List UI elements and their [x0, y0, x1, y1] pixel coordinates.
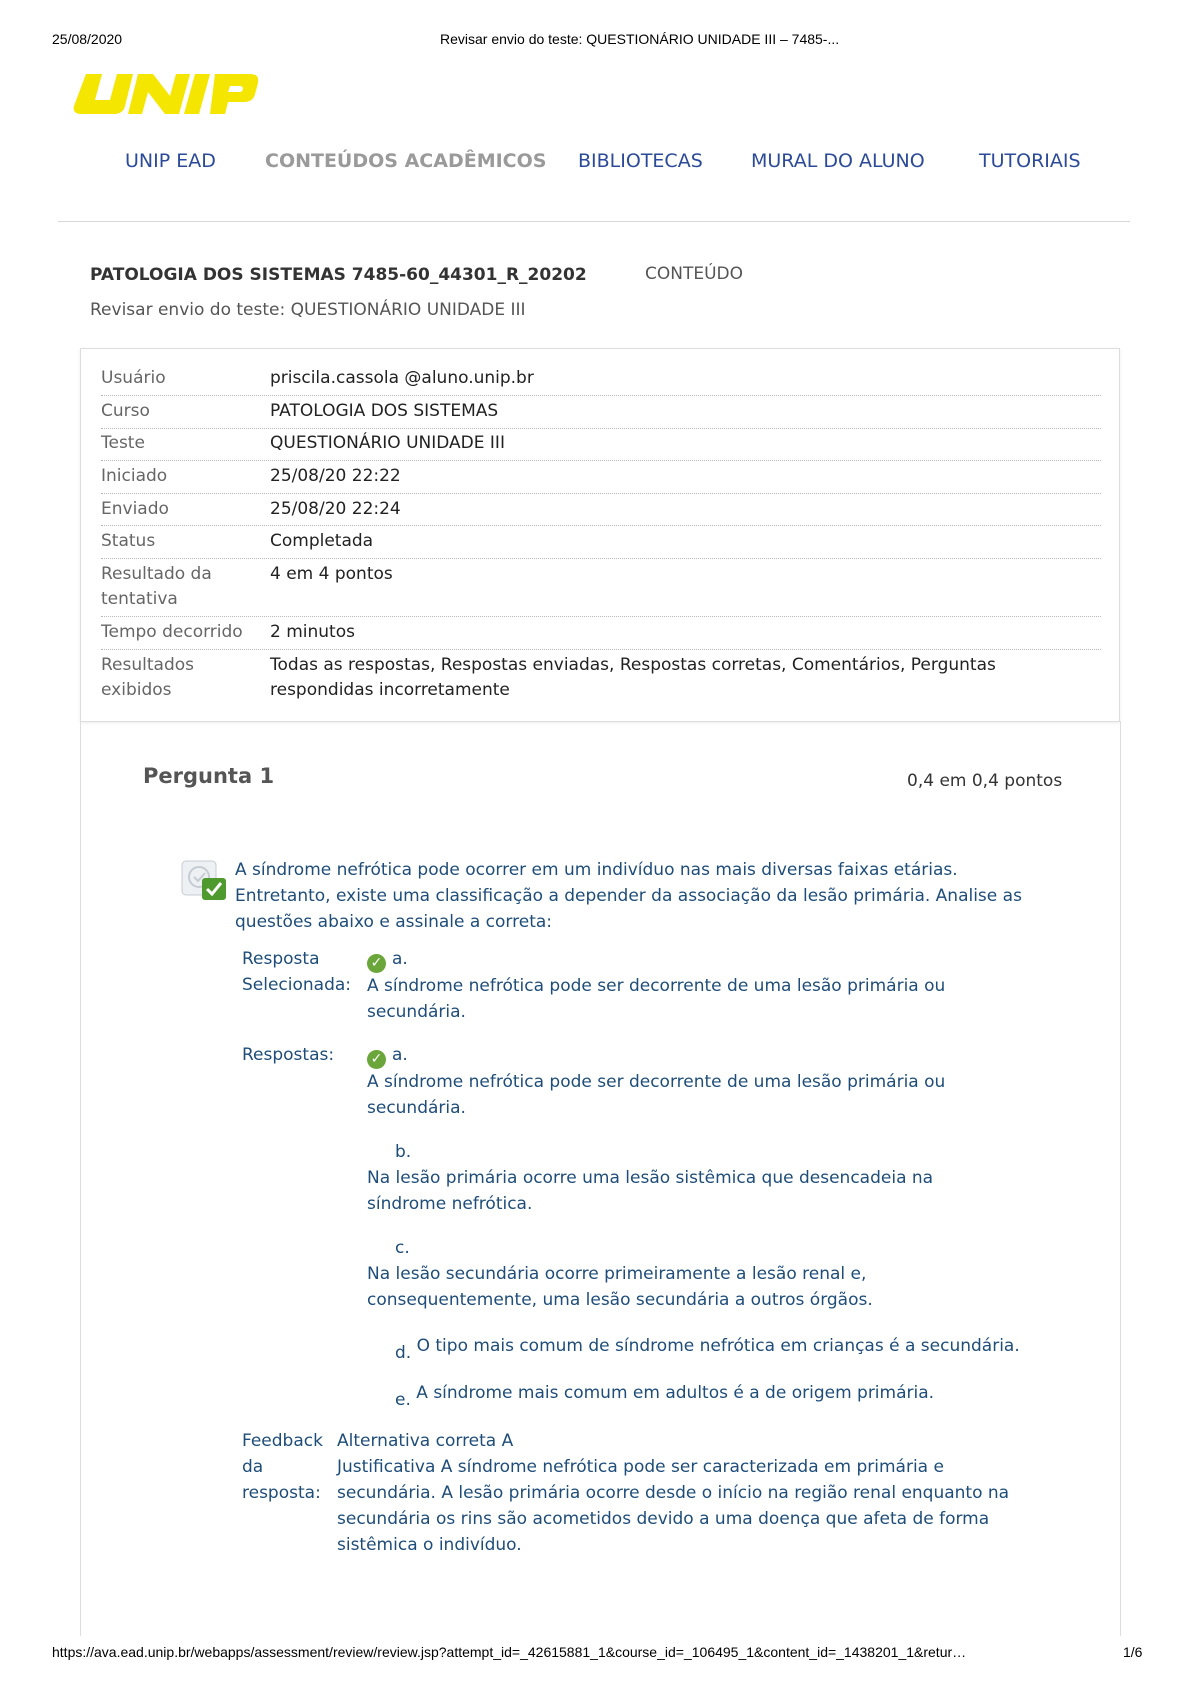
- course-title[interactable]: PATOLOGIA DOS SISTEMAS 7485-60_44301_R_20202: [90, 265, 587, 285]
- nav-tutoriais[interactable]: TUTORIAIS: [979, 150, 1081, 172]
- row-divider: [101, 493, 1101, 494]
- nav-unip-ead[interactable]: UNIP EAD: [125, 150, 216, 172]
- detail-value-resultado: 4 em 4 pontos: [270, 564, 393, 584]
- selected-label-l1: Resposta: [242, 949, 320, 969]
- answer-option-a: [367, 1042, 945, 1121]
- row-divider: [101, 428, 1101, 429]
- print-title: Revisar envio do teste: QUESTIONÁRIO UNIDADE III – 7485-...: [440, 31, 840, 47]
- conteudo-link[interactable]: CONTEÚDO: [645, 264, 744, 284]
- detail-value-teste: QUESTIONÁRIO UNIDADE III: [270, 433, 505, 453]
- detail-label-exibidos-l1: Resultados: [101, 655, 194, 675]
- correct-status-icon: [180, 858, 230, 902]
- answer-option-d: [395, 1333, 1020, 1363]
- row-divider: [101, 525, 1101, 526]
- answer-letter: d.: [395, 1343, 412, 1363]
- detail-value-exibidos-l1: Todas as respostas, Respostas enviadas, Respostas corretas, Comentários, Perguntas: [270, 655, 996, 675]
- footer-url: https://ava.ead.unip.br/webapps/assessment/review/review.jsp?attempt_id=_42615881_1&course_id=_106495_1&content_id=_1438201_1&retur…: [52, 1644, 967, 1660]
- question-border-right: [1120, 721, 1121, 1636]
- feedback-line: secundária. A lesão primária ocorre desde o início na região renal enquanto na: [337, 1483, 1010, 1503]
- question-text-line: A síndrome nefrótica pode ocorrer em um indivíduo nas mais diversas faixas etárias.: [235, 860, 958, 880]
- answer-option-c: [367, 1235, 873, 1313]
- detail-value-status: Completada: [270, 531, 374, 551]
- detail-value-tempo: 2 minutos: [270, 622, 355, 642]
- nav-bibliotecas[interactable]: BIBLIOTECAS: [578, 150, 703, 172]
- question-points: 0,4 em 0,4 pontos: [907, 771, 1063, 791]
- selected-label-l2: Selecionada:: [242, 975, 352, 995]
- page-number: 1/6: [1123, 1644, 1143, 1660]
- detail-value-exibidos: [270, 653, 996, 703]
- selected-text-l1: A síndrome nefrótica pode ser decorrente de uma lesão primária ou: [367, 976, 946, 996]
- detail-label-enviado: Enviado: [101, 499, 169, 519]
- feedback-label: [242, 1428, 323, 1506]
- row-divider: [101, 395, 1101, 396]
- answers-label: Respostas:: [242, 1045, 335, 1065]
- row-divider: [101, 460, 1101, 461]
- detail-value-iniciado: 25/08/20 22:22: [270, 466, 401, 486]
- feedback-line: Justificativa A síndrome nefrótica pode ser caracterizada em primária e: [337, 1457, 944, 1477]
- row-divider: [101, 649, 1101, 650]
- answer-option-e: [395, 1380, 935, 1410]
- detail-value-usuario: priscila.cassola @aluno.unip.br: [270, 368, 534, 388]
- selected-letter: a.: [392, 949, 408, 969]
- detail-label-resultado: [101, 562, 212, 612]
- check-icon: ✓: [367, 1050, 386, 1069]
- answer-text-l1: Na lesão secundária ocorre primeiramente a lesão renal e,: [367, 1264, 867, 1284]
- answer-text-l2: síndrome nefrótica.: [367, 1194, 533, 1214]
- nav-mural-do-aluno[interactable]: MURAL DO ALUNO: [751, 150, 925, 172]
- question-text: [235, 857, 1022, 935]
- answer-text: O tipo mais comum de síndrome nefrótica em crianças é a secundária.: [416, 1336, 1020, 1356]
- detail-label-teste: Teste: [101, 433, 145, 453]
- detail-label-curso: Curso: [101, 401, 150, 421]
- feedback-line: Alternativa correta A: [337, 1431, 514, 1451]
- nav-conteudos-academicos[interactable]: CONTEÚDOS ACADÊMICOS: [265, 150, 547, 172]
- answer-option-b: [367, 1139, 933, 1217]
- detail-value-enviado: 25/08/20 22:24: [270, 499, 401, 519]
- feedback-label-l3: resposta:: [242, 1483, 321, 1503]
- print-date: 25/08/2020: [52, 31, 123, 47]
- feedback-line: secundária os rins são acometidos devido a uma doença que afeta de forma: [337, 1509, 990, 1529]
- answer-letter: a.: [392, 1045, 408, 1065]
- question-title: Pergunta 1: [143, 764, 275, 788]
- detail-label-usuario: Usuário: [101, 368, 166, 388]
- page-subtitle: Revisar envio do teste: QUESTIONÁRIO UNIDADE III: [90, 300, 526, 320]
- answer-letter: c.: [395, 1238, 410, 1258]
- detail-value-curso: PATOLOGIA DOS SISTEMAS: [270, 401, 499, 421]
- detail-label-resultado-l2: tentativa: [101, 589, 178, 609]
- feedback-label-l1: Feedback: [242, 1431, 323, 1451]
- answer-text-l1: A síndrome nefrótica pode ser decorrente de uma lesão primária ou: [367, 1072, 946, 1092]
- answer-text-l1: Na lesão primária ocorre uma lesão sistêmica que desencadeia na: [367, 1168, 934, 1188]
- logo-graphic: [72, 74, 258, 114]
- question-text-line: questões abaixo e assinale a correta:: [235, 912, 552, 932]
- header-divider: [58, 221, 1130, 222]
- selected-text-l2: secundária.: [367, 1002, 466, 1022]
- feedback-text: [337, 1428, 1009, 1558]
- answer-text: A síndrome mais comum em adultos é a de origem primária.: [416, 1383, 935, 1403]
- feedback-label-l2: da: [242, 1457, 264, 1477]
- question-border-left: [80, 721, 81, 1636]
- selected-answer: [367, 946, 945, 1025]
- detail-label-exibidos: [101, 653, 194, 703]
- selected-answer-label: [242, 946, 351, 998]
- feedback-line: sistêmica o indivíduo.: [337, 1535, 522, 1555]
- answer-text-l2: consequentemente, uma lesão secundária a outros órgãos.: [367, 1290, 873, 1310]
- detail-label-status: Status: [101, 531, 156, 551]
- answer-letter: e.: [395, 1390, 411, 1410]
- row-divider: [101, 558, 1101, 559]
- detail-label-tempo: Tempo decorrido: [101, 622, 243, 642]
- detail-value-exibidos-l2: respondidas incorretamente: [270, 680, 510, 700]
- detail-label-resultado-l1: Resultado da: [101, 564, 212, 584]
- detail-label-iniciado: Iniciado: [101, 466, 168, 486]
- detail-label-exibidos-l2: exibidos: [101, 680, 172, 700]
- answer-letter: b.: [395, 1142, 412, 1162]
- answer-text-l2: secundária.: [367, 1098, 466, 1118]
- question-text-line: Entretanto, existe uma classificação a depender da associação da lesão primária. Analise as: [235, 886, 1022, 906]
- row-divider: [101, 616, 1101, 617]
- check-icon: ✓: [367, 954, 386, 973]
